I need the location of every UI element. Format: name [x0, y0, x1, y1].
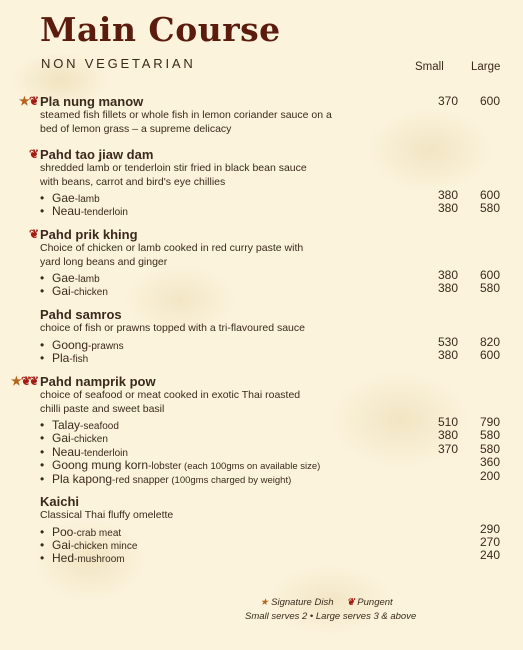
- chili-icon: ❦: [346, 597, 355, 608]
- price-large: 240: [479, 548, 500, 563]
- bullet-icon: •: [40, 537, 45, 552]
- option-row: • Gae-lamb 380 600: [40, 268, 500, 285]
- legend: [260, 597, 393, 608]
- signature-star-icon: ★: [11, 374, 22, 388]
- signature-star-icon: ★: [260, 597, 269, 608]
- price-small: 380: [437, 201, 458, 216]
- price-small: 380: [437, 268, 458, 282]
- option-row: • Gai-chicken mince 270: [40, 534, 500, 552]
- bullet-icon: •: [40, 471, 45, 486]
- dish-description: shredded lamb or tenderloin stir fried in black bean sauce: [40, 162, 307, 174]
- dish-name: Pahd samros: [40, 307, 122, 322]
- bullet-icon: •: [40, 204, 45, 219]
- bullet-icon: •: [40, 271, 45, 285]
- chili-icon: ❦: [21, 374, 32, 388]
- price-large: 600: [479, 347, 500, 362]
- price-large: 580: [479, 428, 500, 443]
- price-large: 820: [479, 334, 500, 349]
- bullet-icon: •: [40, 418, 45, 432]
- option-row: • Poo-crab meat 290: [40, 521, 500, 539]
- dish-pahd-tao-jiaw-dam: [29, 147, 505, 219]
- signature-star-icon: ★: [19, 94, 30, 108]
- bullet-icon: •: [40, 350, 45, 365]
- dish-description: choice of fish or prawns topped with a tri-flavoured sauce: [40, 322, 305, 334]
- price-small: 380: [437, 281, 458, 296]
- dish-description: chilli paste and sweet basil: [40, 402, 165, 415]
- bullet-icon: •: [40, 551, 45, 566]
- price-small: 370: [437, 441, 458, 456]
- option-row: • Goong-prawns 530 820: [40, 334, 500, 352]
- option-row: • Talay-seafood 510 790: [40, 415, 500, 432]
- dish-name: Kaichi: [40, 494, 80, 509]
- price-large: 200: [479, 468, 500, 483]
- dish-description: choice of seafood or meat cooked in exotic Thai roasted: [40, 389, 301, 401]
- price-large: 790: [479, 415, 500, 429]
- option-row: • Neau-tenderloin 370 580: [40, 441, 500, 459]
- legend-serves: Small serves 2 • Large serves 3 & above: [245, 611, 417, 622]
- option-row: • Gae-lamb 380 600: [40, 188, 500, 205]
- option-row: • Pla-fish 380 600: [40, 347, 500, 365]
- option-row: • Gai-chicken 380 580: [40, 281, 500, 299]
- price-large: 580: [479, 201, 500, 216]
- dish-name: Pahd prik khing: [40, 227, 138, 242]
- column-header-small: Small: [415, 61, 444, 73]
- dish-description: Choice of chicken or lamb cooked in red curry paste with: [40, 242, 304, 254]
- legend-signature: Signature Dish: [271, 597, 334, 608]
- bullet-icon: •: [40, 284, 45, 299]
- price-large: 600: [479, 268, 500, 282]
- chili-icon: ❦: [29, 374, 40, 388]
- dish-description: yard long beans and ginger: [40, 255, 168, 268]
- option-row: • Neau-tenderloin 380 580: [40, 201, 500, 219]
- price-small: 380: [437, 428, 458, 443]
- dish-name: Pahd tao jiaw dam: [40, 147, 154, 162]
- option-row: • Goong mung korn-lobster (each 100gms on available size) 360: [40, 455, 500, 473]
- chili-icon: ❦: [29, 227, 40, 241]
- dish-name: Pla nung manow: [40, 94, 144, 109]
- price-small: 530: [437, 334, 458, 349]
- bullet-icon: •: [40, 431, 45, 446]
- dish-pla-nung-manow: [19, 94, 505, 136]
- dish-kaichi: [40, 494, 505, 566]
- option-row: • Pla kapong-red snapper (100gms charged by weight) 200: [40, 468, 500, 486]
- chili-icon: ❦: [29, 94, 40, 108]
- option-row: • Hed-mushroom 240: [40, 548, 500, 566]
- bullet-icon: •: [40, 524, 45, 539]
- price-large: 360: [479, 455, 500, 470]
- dish-description: steamed fish fillets or whole fish in lemon coriander sauce on a: [40, 109, 332, 121]
- bullet-icon: •: [40, 444, 45, 459]
- dish-description: bed of lemon grass – a supreme delicacy: [40, 122, 232, 135]
- price-large: 600: [479, 188, 500, 202]
- price-large: 600: [479, 94, 500, 108]
- bullet-icon: •: [40, 458, 45, 473]
- price-large: 290: [479, 521, 500, 536]
- legend-pungent: Pungent: [357, 597, 393, 608]
- dish-pahd-prik-khing: [29, 227, 505, 299]
- price-large: 580: [479, 441, 500, 456]
- option-row: • Gai-chicken 380 580: [40, 428, 500, 446]
- bullet-icon: •: [40, 191, 45, 205]
- chili-icon: ❦: [29, 147, 40, 161]
- price-large: 270: [479, 534, 500, 549]
- dish-description: Classical Thai fluffy omelette: [40, 509, 174, 521]
- dish-description: with beans, carrot and bird's eye chillies: [40, 175, 226, 188]
- dish-pahd-namprik-pow: [11, 374, 505, 486]
- section-subtitle: NON VEGETARIAN: [41, 56, 196, 71]
- price-small: 380: [437, 347, 458, 362]
- dish-pahd-samros: [40, 307, 505, 365]
- bullet-icon: •: [40, 337, 45, 352]
- price-small: 380: [437, 188, 458, 202]
- dish-name: Pahd namprik pow: [40, 374, 156, 389]
- column-header-large: Large: [471, 61, 501, 73]
- price-small: 370: [437, 94, 458, 108]
- price-small: 510: [437, 415, 458, 429]
- price-large: 580: [479, 281, 500, 296]
- page-title: Main Course: [40, 10, 281, 49]
